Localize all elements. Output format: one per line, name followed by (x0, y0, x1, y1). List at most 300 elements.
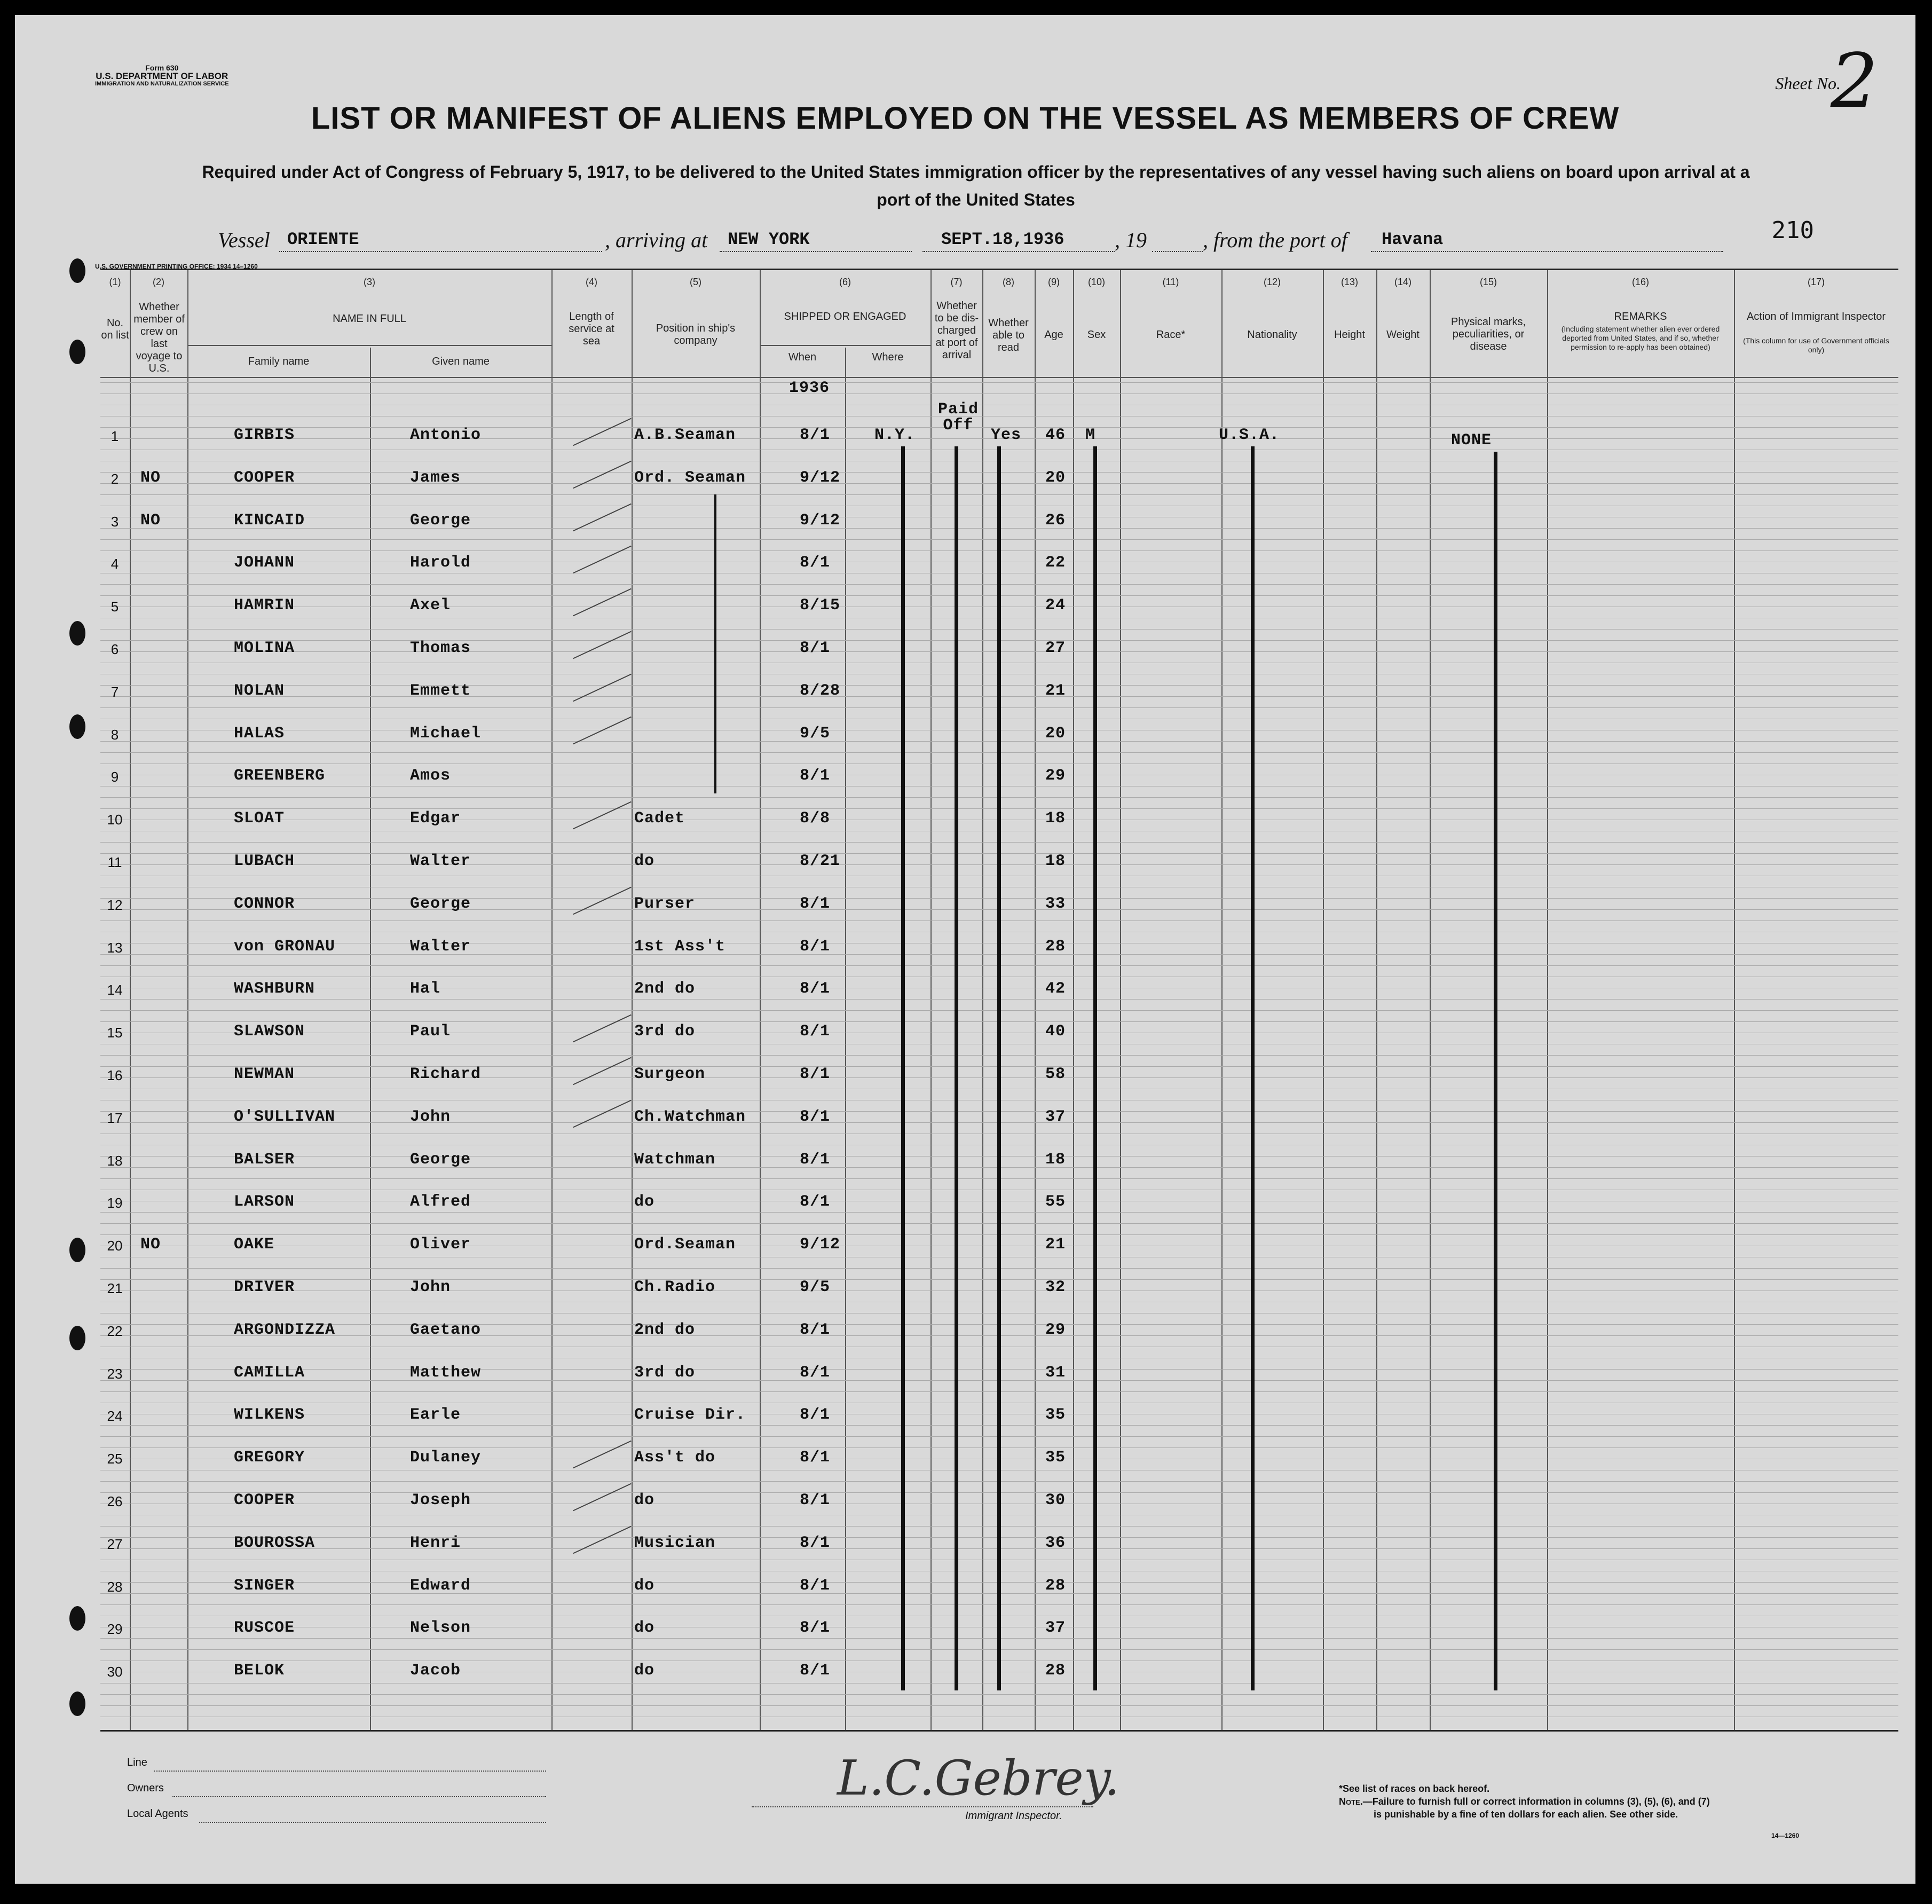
col-14-header: Weight (1386, 329, 1420, 341)
shipped-when: 8/1 (800, 1107, 831, 1126)
col-11-header: Race* (1156, 329, 1186, 341)
from-label: , from the port of (1203, 228, 1347, 252)
column-divider (130, 270, 131, 1730)
service-tick-mark (573, 1483, 632, 1512)
shipped-when: 9/5 (800, 1278, 831, 1296)
col-12-number: (12) (1263, 277, 1281, 287)
column-divider (760, 270, 761, 1730)
col-3-number: (3) (364, 277, 375, 287)
family-name: WASHBURN (234, 980, 316, 998)
note-text-1: —Failure to furnish full or correct information in columns (3), (5), (6), and (7) (1362, 1796, 1710, 1807)
sex-value: M (1085, 426, 1096, 444)
age: 37 (1045, 1619, 1066, 1638)
given-name: Michael (410, 724, 482, 743)
service-tick-mark (573, 461, 632, 489)
row-number: 10 (107, 812, 123, 828)
position: Ch.Radio (634, 1278, 716, 1296)
shipped-when: 8/8 (800, 809, 831, 828)
service-tick-mark (573, 801, 632, 830)
age: 21 (1045, 1236, 1066, 1254)
col-1-number: (1) (109, 277, 121, 287)
col-8-number: (8) (1003, 277, 1014, 287)
col-16-subheader: (Including statement whether alien ever ordered deported from United States, and if so, whether permission to re-apply has been obtained) (1561, 325, 1720, 351)
row-number: 24 (107, 1408, 123, 1425)
family-name: BELOK (234, 1662, 285, 1680)
col-13-number: (13) (1340, 277, 1358, 287)
given-name: Richard (410, 1065, 482, 1083)
shipped-when: 8/1 (800, 1491, 831, 1509)
shipped-when: 8/15 (800, 596, 841, 615)
races-note: *See list of races on back hereof. (1339, 1783, 1490, 1794)
col-4-header: Length of service at sea (569, 311, 614, 347)
shipped-when: 8/1 (800, 1533, 831, 1552)
row-number: 22 (107, 1323, 123, 1339)
family-name: OAKE (234, 1236, 275, 1254)
punch-hole (69, 340, 85, 364)
vessel-name: ORIENTE (287, 230, 359, 249)
family-name: KINCAID (234, 511, 305, 530)
age: 31 (1045, 1363, 1066, 1382)
arriving-port: NEW YORK (728, 230, 810, 249)
manifest-table (100, 269, 1898, 1732)
punch-hole (69, 1238, 85, 1262)
column-divider (551, 270, 553, 1730)
age: 28 (1045, 1576, 1066, 1595)
form-header (95, 64, 229, 88)
punch-hole (69, 714, 85, 739)
col-5-number: (5) (690, 277, 701, 287)
row-number: 16 (107, 1067, 123, 1083)
age: 29 (1045, 1320, 1066, 1339)
col-15-number: (15) (1479, 277, 1497, 287)
age: 29 (1045, 767, 1066, 785)
age: 55 (1045, 1193, 1066, 1211)
col-2-header: Whether member of crew on last voyage to U.S. (133, 301, 185, 374)
local-agents-field (199, 1812, 546, 1823)
family-name: GREENBERG (234, 767, 326, 785)
service-tick-mark (573, 631, 632, 659)
col-14-number: (14) (1394, 277, 1411, 287)
col-17-subheader: (This column for use of Government officials only) (1743, 336, 1889, 354)
given-name: Dulaney (410, 1449, 482, 1467)
position: Ord.Seaman (634, 1236, 736, 1254)
age: 26 (1045, 511, 1066, 530)
position: 2nd do (634, 1320, 696, 1339)
punch-hole (69, 1691, 85, 1716)
row-number: 28 (107, 1578, 123, 1595)
position: do (634, 1576, 655, 1595)
ruled-line (100, 1705, 1898, 1706)
col-4-number: (4) (586, 277, 597, 287)
given-name: Harold (410, 554, 471, 572)
owners-field (172, 1787, 546, 1797)
shipped-when: 8/1 (800, 1150, 831, 1169)
form-code: 14—1260 (1771, 1832, 1800, 1839)
row-number: 27 (107, 1536, 123, 1552)
shipped-when: 8/1 (800, 937, 831, 956)
family-name: von GRONAU (234, 937, 336, 956)
row-number: 12 (107, 896, 123, 913)
given-name: George (410, 1150, 471, 1169)
shipped-when: 9/12 (800, 468, 841, 487)
col-16-number: (16) (1631, 277, 1649, 287)
shipped-when: 8/1 (800, 1363, 831, 1382)
given-name: Axel (410, 596, 451, 615)
column-divider (982, 270, 983, 1730)
row-number: 11 (107, 854, 122, 870)
shipped-when: 8/1 (800, 1619, 831, 1638)
col-10-header: Sex (1087, 329, 1106, 341)
family-name: LUBACH (234, 852, 295, 870)
age: 18 (1045, 809, 1066, 828)
shipped-when: 8/28 (800, 681, 841, 700)
col-9-header: Age (1044, 329, 1063, 341)
column-divider (187, 270, 188, 1730)
age: 46 (1045, 426, 1066, 444)
position: Musician (634, 1533, 716, 1552)
column-divider (845, 348, 846, 1730)
row-number: 9 (111, 769, 119, 785)
fine-note-2: is punishable by a fine of ten dollars for each alien. See other side. (1374, 1809, 1678, 1820)
col-6-number: (6) (839, 277, 851, 287)
where-header: Where (872, 351, 904, 363)
column-divider (1120, 270, 1121, 1730)
read-value: Yes (991, 426, 1022, 444)
row-number: 13 (107, 939, 123, 956)
family-name: DRIVER (234, 1278, 295, 1296)
position: Purser (634, 894, 696, 913)
shipped-when: 8/1 (800, 1022, 831, 1041)
shipped-when: 8/1 (800, 1065, 831, 1083)
fine-note (1339, 1795, 1710, 1808)
column-divider (1734, 270, 1735, 1730)
age: 20 (1045, 468, 1066, 487)
position: Cruise Dir. (634, 1406, 746, 1425)
given-name: Edward (410, 1576, 471, 1595)
column-divider (1323, 270, 1324, 1730)
given-name: Hal (410, 980, 441, 998)
year-line (1152, 229, 1203, 252)
col-5-header: Position in ship's company (656, 322, 736, 347)
position: Surgeon (634, 1065, 706, 1083)
nationality-value: U.S.A. (1219, 426, 1280, 444)
row-number: 18 (107, 1152, 123, 1169)
ditto-line-position (714, 494, 716, 793)
family-name: MOLINA (234, 639, 295, 657)
given-name: Emmett (410, 681, 471, 700)
arrival-date: SEPT.18,1936 (941, 230, 1064, 249)
row-number: 6 (111, 641, 119, 657)
col-10-number: (10) (1087, 277, 1105, 287)
inspector-label: Immigrant Inspector. (965, 1810, 1062, 1822)
ditto-line-sex (1093, 446, 1097, 1690)
row-number: 26 (107, 1493, 123, 1509)
age: 28 (1045, 937, 1066, 956)
family-name: GIRBIS (234, 426, 295, 444)
family-name: HAMRIN (234, 596, 295, 615)
row-number: 30 (107, 1664, 123, 1680)
where-engaged: N.Y. (874, 426, 916, 444)
manifest-sheet (15, 15, 1915, 1884)
punch-hole (69, 1606, 85, 1631)
physical-marks-value: NONE (1451, 431, 1492, 450)
age: 35 (1045, 1406, 1066, 1425)
family-name: BALSER (234, 1150, 295, 1169)
given-name: Paul (410, 1022, 451, 1041)
age: 37 (1045, 1107, 1066, 1126)
family-name: COOPER (234, 1491, 295, 1509)
row-number: 4 (111, 556, 119, 572)
age: 35 (1045, 1449, 1066, 1467)
family-name: ARGONDIZZA (234, 1320, 336, 1339)
form-number: Form 630 (145, 64, 179, 72)
service-tick-mark (573, 1441, 632, 1469)
given-name: Oliver (410, 1236, 471, 1254)
age: 32 (1045, 1278, 1066, 1296)
given-name: Nelson (410, 1619, 471, 1638)
column-divider (1376, 270, 1377, 1730)
age: 24 (1045, 596, 1066, 615)
col-6-header: SHIPPED OR ENGAGED (784, 311, 906, 322)
age: 21 (1045, 681, 1066, 700)
position: do (634, 1491, 655, 1509)
column-divider (1035, 270, 1036, 1730)
family-name: NOLAN (234, 681, 285, 700)
age: 30 (1045, 1491, 1066, 1509)
sheet-number-value: 2 (1830, 38, 1878, 125)
row-number: 5 (111, 599, 119, 615)
shipped-when: 8/1 (800, 1449, 831, 1467)
year-label: , 19 (1115, 228, 1147, 252)
given-name: John (410, 1107, 451, 1126)
age: 58 (1045, 1065, 1066, 1083)
family-name: LARSON (234, 1193, 295, 1211)
local-agents-label: Local Agents (127, 1808, 188, 1820)
col-1-header: No. on list (101, 317, 129, 341)
family-name: CAMILLA (234, 1363, 305, 1382)
given-name: Henri (410, 1533, 461, 1552)
given-name: Antonio (410, 426, 482, 444)
shipped-when: 8/1 (800, 1576, 831, 1595)
age: 27 (1045, 639, 1066, 657)
shipped-when: 8/1 (800, 980, 831, 998)
row-number: 1 (111, 428, 119, 444)
row-number: 17 (107, 1110, 123, 1126)
punch-hole (69, 621, 85, 646)
position: 1st Ass't (634, 937, 726, 956)
column-divider (1221, 270, 1223, 1730)
inspector-signature: L.C.Gebrey. (837, 1750, 1120, 1806)
age: 33 (1045, 894, 1066, 913)
previous-voyage: NO (140, 468, 161, 487)
shipped-when: 8/1 (800, 1193, 831, 1211)
column-divider (632, 270, 633, 1730)
given-name: Amos (410, 767, 451, 785)
position: do (634, 1619, 655, 1638)
position: 3rd do (634, 1363, 696, 1382)
row-number: 29 (107, 1621, 123, 1638)
given-name: Jacob (410, 1662, 461, 1680)
punch-hole (69, 258, 85, 283)
col-12-header: Nationality (1247, 329, 1297, 341)
position: do (634, 852, 655, 870)
service-tick-mark (573, 588, 632, 617)
family-name-header: Family name (248, 356, 310, 367)
service-tick-mark (573, 546, 632, 574)
position: 3rd do (634, 1022, 696, 1041)
column-divider (1430, 270, 1431, 1730)
ditto-line-marks (1494, 452, 1497, 1690)
service-tick-mark (573, 1057, 632, 1085)
ruled-line (100, 1694, 1898, 1695)
family-name: CONNOR (234, 894, 295, 913)
row-number: 3 (111, 513, 119, 530)
family-name: HALAS (234, 724, 285, 743)
from-port: Havana (1382, 230, 1444, 249)
given-name: Walter (410, 852, 471, 870)
inspector-line (752, 1801, 1093, 1807)
position: do (634, 1662, 655, 1680)
row-number: 8 (111, 726, 119, 743)
column-divider (1073, 270, 1074, 1730)
shipped-when: 8/1 (800, 639, 831, 657)
owners-label: Owners (127, 1782, 164, 1794)
family-name: JOHANN (234, 554, 295, 572)
punch-hole (69, 1326, 85, 1350)
previous-voyage: NO (140, 511, 161, 530)
requirement-line-1: Required under Act of Congress of February 5, 1917, to be delivered to the United States immigration officer by the representatives of any vessel having such aliens on board upon arrival at a (202, 162, 1750, 182)
discharged-value: Paid Off (937, 400, 979, 435)
shipped-when: 8/21 (800, 852, 841, 870)
column-divider (370, 348, 371, 1730)
age: 28 (1045, 1662, 1066, 1680)
age: 18 (1045, 1150, 1066, 1169)
service-tick-mark (573, 887, 632, 915)
vessel-label: Vessel (218, 228, 270, 252)
service-tick-mark (573, 1526, 632, 1554)
col-8-header: Whether able to read (988, 317, 1029, 353)
stamp-number: 210 (1771, 217, 1814, 244)
col-7-number: (7) (950, 277, 963, 287)
age: 42 (1045, 980, 1066, 998)
ditto-line-read (997, 446, 1001, 1690)
header-rule (100, 377, 1898, 378)
year-note: 1936 (789, 379, 830, 397)
row-number: 23 (107, 1365, 123, 1382)
row-number: 15 (107, 1025, 123, 1041)
family-name: SINGER (234, 1576, 295, 1595)
family-name: O'SULLIVAN (234, 1107, 336, 1126)
service-tick-mark (573, 1100, 632, 1128)
given-name: George (410, 894, 471, 913)
given-name: Gaetano (410, 1320, 482, 1339)
position: Ass't do (634, 1449, 716, 1467)
shipped-when: 8/1 (800, 1662, 831, 1680)
row-number: 19 (107, 1195, 123, 1211)
row-number: 14 (107, 982, 123, 998)
given-name: Earle (410, 1406, 461, 1425)
service-tick-mark (573, 674, 632, 702)
header-rule (187, 345, 551, 346)
given-name: James (410, 468, 461, 487)
page-title: LIST OR MANIFEST OF ALIENS EMPLOYED ON THE VESSEL AS MEMBERS OF CREW (311, 101, 1620, 136)
row-number: 7 (111, 683, 119, 700)
given-name: Thomas (410, 639, 471, 657)
line-label: Line (127, 1757, 147, 1768)
given-name: Joseph (410, 1491, 471, 1509)
ditto-line-discharged (955, 446, 958, 1690)
position: Watchman (634, 1150, 716, 1169)
row-number: 21 (107, 1280, 123, 1296)
age: 20 (1045, 724, 1066, 743)
line-field (154, 1761, 546, 1772)
row-number: 20 (107, 1238, 123, 1254)
family-name: SLAWSON (234, 1022, 305, 1041)
note-label: Note. (1339, 1796, 1363, 1807)
position: Ch.Watchman (634, 1107, 746, 1126)
shipped-when: 8/1 (800, 1406, 831, 1425)
family-name: GREGORY (234, 1449, 305, 1467)
shipped-when: 8/1 (800, 767, 831, 785)
ditto-line-where (901, 446, 905, 1690)
column-divider (1547, 270, 1548, 1730)
age: 22 (1045, 554, 1066, 572)
col-9-number: (9) (1048, 277, 1060, 287)
col-13-header: Height (1334, 329, 1365, 341)
shipped-when: 9/12 (800, 1236, 841, 1254)
family-name: COOPER (234, 468, 295, 487)
col-16-header: REMARKS (1614, 311, 1667, 322)
col-7-header: Whether to be dis-charged at port of arrival (934, 300, 979, 361)
shipped-when: 9/12 (800, 511, 841, 530)
department: U.S. DEPARTMENT OF LABOR (96, 71, 228, 81)
row-number: 25 (107, 1451, 123, 1467)
given-name: George (410, 511, 471, 530)
age: 36 (1045, 1533, 1066, 1552)
shipped-when: 9/5 (800, 724, 831, 743)
sheet-number-label: Sheet No. (1775, 74, 1841, 93)
age: 18 (1045, 852, 1066, 870)
ruled-line (100, 382, 1898, 383)
position: 2nd do (634, 980, 696, 998)
shipped-when: 8/1 (800, 554, 831, 572)
col-17-number: (17) (1807, 277, 1825, 287)
family-name: NEWMAN (234, 1065, 295, 1083)
service-tick-mark (573, 1014, 632, 1043)
col-17-header: Action of Immigrant Inspector (1746, 311, 1886, 322)
age: 40 (1045, 1022, 1066, 1041)
shipped-when: 8/1 (800, 426, 831, 444)
ditto-line-nationality (1251, 446, 1255, 1690)
family-name: BOUROSSA (234, 1533, 316, 1552)
shipped-when: 8/1 (800, 894, 831, 913)
col-2-number: (2) (153, 277, 164, 287)
shipped-when: 8/1 (800, 1320, 831, 1339)
family-name: WILKENS (234, 1406, 305, 1425)
position: Ord. Seaman (634, 468, 746, 487)
given-name-header: Given name (432, 356, 490, 367)
col-15-header: Physical marks, peculiarities, or disease (1450, 316, 1526, 352)
col-11-number: (11) (1162, 277, 1179, 287)
given-name: Matthew (410, 1363, 482, 1382)
service: IMMIGRATION AND NATURALIZATION SERVICE (95, 81, 229, 87)
header-rule (760, 345, 930, 346)
given-name: Alfred (410, 1193, 471, 1211)
position: Cadet (634, 809, 685, 828)
col-3-header: NAME IN FULL (333, 313, 406, 325)
position: do (634, 1193, 655, 1211)
gpo-note: U.S. GOVERNMENT PRINTING OFFICE: 1934 14–1260 (95, 263, 258, 270)
